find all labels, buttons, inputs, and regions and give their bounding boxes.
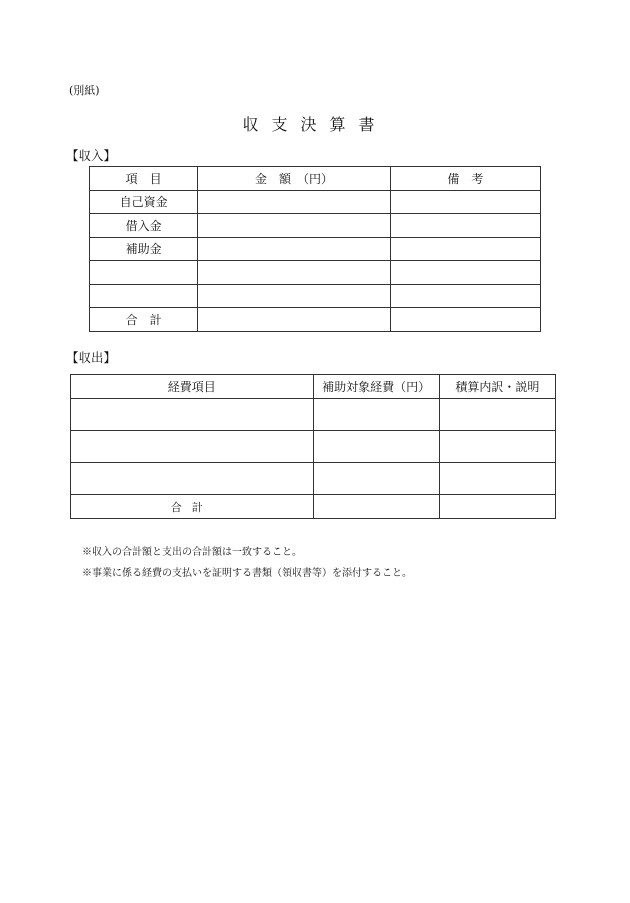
expense-total-eligible [313, 495, 439, 519]
table-row [71, 431, 556, 463]
income-remarks-cell [390, 284, 540, 308]
note-attach-receipts: ※事業に係る経費の支払いを証明する書類（領収書等）を添付すること。 [82, 568, 412, 579]
expense-total-label: 合計 [71, 495, 314, 519]
expense-header-item: 経費項目 [71, 375, 314, 399]
income-header-remarks: 備 考 [390, 167, 540, 191]
expense-item-cell [71, 399, 314, 431]
expense-header-breakdown: 積算内訳・説明 [439, 375, 555, 399]
page-title: 収支決算書 [242, 115, 388, 134]
income-total-label: 合 計 [90, 308, 198, 332]
income-remarks-cell [390, 190, 540, 214]
expense-breakdown-cell [439, 431, 555, 463]
expense-header-row [71, 375, 556, 399]
table-row [90, 190, 541, 214]
note-totals-match: ※収入の合計額と支出の合計額は一致すること。 [82, 547, 302, 558]
income-item-cell [90, 284, 198, 308]
income-amount-cell [198, 284, 390, 308]
table-row [71, 399, 556, 431]
income-remarks-cell [390, 261, 540, 285]
table-row [90, 237, 541, 261]
table-row [90, 284, 541, 308]
income-remarks-cell [390, 237, 540, 261]
attachment-label: (別紙) [69, 84, 100, 97]
expense-total-row [71, 495, 556, 519]
income-header-item: 項 目 [90, 167, 198, 191]
table-row [90, 214, 541, 238]
income-item-cell [90, 261, 198, 285]
income-item-cell: 自己資金 [90, 190, 198, 214]
income-item-cell: 借入金 [90, 214, 198, 238]
income-amount-cell [198, 261, 390, 285]
income-amount-cell [198, 214, 390, 238]
income-heading: 【収入】 [66, 148, 117, 163]
expense-item-cell [71, 463, 314, 495]
expense-eligible-cell [313, 463, 439, 495]
table-row [71, 463, 556, 495]
income-header-amount: 金 額 （円） [198, 167, 390, 191]
expense-total-breakdown [439, 495, 555, 519]
expense-eligible-cell [313, 399, 439, 431]
income-total-amount [198, 308, 390, 332]
income-remarks-cell [390, 214, 540, 238]
income-total-remarks [390, 308, 540, 332]
income-amount-cell [198, 237, 390, 261]
income-table [89, 166, 541, 332]
table-row [90, 261, 541, 285]
expense-breakdown-cell [439, 399, 555, 431]
income-amount-cell [198, 190, 390, 214]
expense-eligible-cell [313, 431, 439, 463]
income-item-cell: 補助金 [90, 237, 198, 261]
income-header-row [90, 167, 541, 191]
expense-breakdown-cell [439, 463, 555, 495]
expense-table [70, 374, 556, 519]
expense-item-cell [71, 431, 314, 463]
expense-header-eligible: 補助対象経費（円） [313, 375, 439, 399]
expense-heading: 【収出】 [66, 350, 117, 365]
income-total-row [90, 308, 541, 332]
